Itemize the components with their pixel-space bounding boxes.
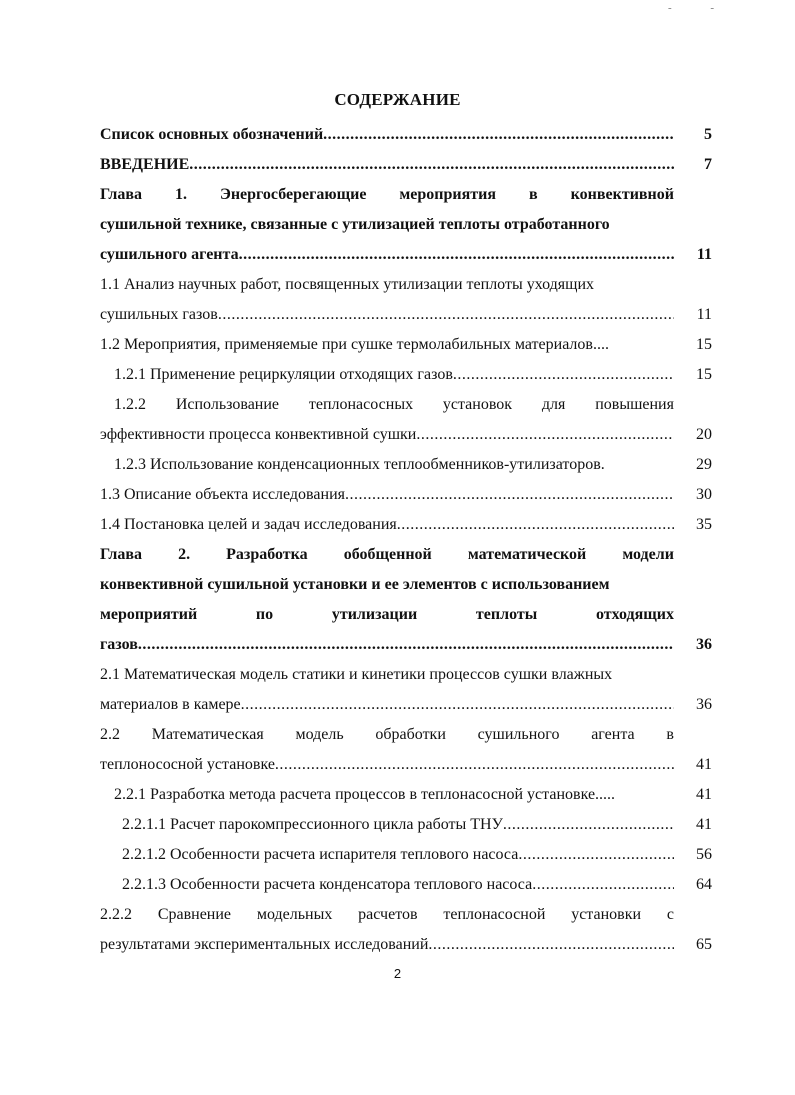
toc-page-number: 11: [696, 246, 712, 263]
toc-entry-2-2-1[interactable]: [100, 780, 712, 810]
leader-dots: [323, 120, 674, 150]
toc-entry-chapter-1[interactable]: [100, 180, 712, 270]
leader-dots: [416, 420, 674, 450]
toc-entry-list-of-notations[interactable]: [100, 120, 712, 150]
toc-entry-text: газов: [100, 636, 138, 653]
leader-dots: [189, 150, 674, 180]
toc-page-number: 7: [704, 156, 712, 173]
toc-page-number: 41: [696, 816, 712, 833]
toc-entry-text: 1.1 Анализ научных работ, посвященных утилизации теплоты уходящих: [100, 276, 595, 293]
toc-entry-1-2-2[interactable]: [100, 390, 712, 450]
toc-entry-text: сушильного агента: [100, 246, 239, 263]
leader-dots: [453, 360, 674, 390]
toc-entry-line: 2.2.2 Сравнение модельных расчетов теплонасосной установки с: [100, 906, 674, 923]
toc-entry-line: Глава 1. Энергосберегающие мероприятия в конвективной: [100, 186, 674, 203]
leader-dots: [503, 810, 674, 840]
toc-entry-text: сушильных газов: [100, 306, 218, 323]
toc-page-number: 41: [696, 756, 712, 773]
toc-page-number: 36: [696, 636, 712, 653]
toc-entry-introduction[interactable]: [100, 150, 712, 180]
toc-entry-2-2-1-3[interactable]: [100, 870, 712, 900]
toc-entry-text: 1.3 Описание объекта исследования: [100, 486, 345, 503]
toc-page-number: 15: [696, 366, 712, 383]
toc-page-number: 11: [696, 306, 712, 323]
leader-dots: [532, 870, 674, 900]
toc-entry-2-2-1-1[interactable]: [100, 810, 712, 840]
table-of-contents: [100, 120, 712, 960]
leader-dots: [218, 300, 674, 330]
leader-dots: [428, 930, 674, 960]
corner-marks: - -: [668, 2, 733, 14]
leader-dots: [239, 240, 674, 270]
toc-entry-1-4[interactable]: [100, 510, 712, 540]
leader-dots: [241, 690, 674, 720]
toc-entry-text: 1.2 Мероприятия, применяемые при сушке термолабильных материалов....: [100, 336, 609, 353]
toc-entry-2-2-1-2[interactable]: [100, 840, 712, 870]
page-title: СОДЕРЖАНИЕ: [334, 90, 461, 109]
toc-entry-text: Список основных обозначений: [100, 126, 324, 143]
toc-entry-2-2-2[interactable]: [100, 900, 712, 960]
toc-entry-line: мероприятий по утилизации теплоты отходящих: [100, 606, 674, 623]
toc-entry-text: 2.2.1.1 Расчет парокомпрессионного цикла работы ТНУ: [122, 816, 503, 833]
toc-entry-1-1[interactable]: [100, 270, 712, 330]
toc-page-number: 15: [696, 336, 712, 353]
toc-entry-1-2[interactable]: [100, 330, 712, 360]
toc-entry-text: теплоносоcной установке: [100, 756, 275, 773]
toc-entry-text: материалов в камере: [100, 696, 241, 713]
toc-page-number: 36: [696, 696, 712, 713]
toc-page-number: 41: [696, 786, 712, 803]
toc-entry-text: 1.4 Постановка целей и задач исследования: [100, 516, 397, 533]
toc-entry-line: 2.2 Математическая модель обработки сушильного агента в: [100, 726, 674, 743]
toc-entry-text: 1.2.1 Применение рециркуляции отходящих газов: [114, 366, 453, 383]
toc-entry-line: 1.2.2 Использование теплонасосных установок для повышения: [114, 396, 674, 413]
toc-entry-text: 2.2.1.2 Особенности расчета испарителя теплового насоса: [122, 846, 519, 863]
page-number: 2: [393, 966, 402, 981]
toc-page-number: 35: [696, 516, 712, 533]
toc-entry-text: эффективности процесса конвективной сушки: [100, 426, 417, 443]
toc-entry-1-2-1[interactable]: [100, 360, 712, 390]
toc-entry-text: ВВЕДЕНИЕ: [100, 156, 190, 173]
leader-dots: [518, 840, 674, 870]
leader-dots: [345, 480, 674, 510]
toc-entry-text: 1.2.3 Использование конденсационных теплообменников-утилизаторов.: [114, 456, 605, 473]
toc-entry-2-1[interactable]: [100, 660, 712, 720]
leader-dots: [275, 750, 674, 780]
toc-entry-text: 2.1 Математическая модель статики и кинетики процессов сушки влажных: [100, 666, 613, 683]
toc-page-number: 5: [704, 126, 712, 143]
toc-page-number: 56: [696, 846, 712, 863]
toc-page-number: 29: [696, 456, 712, 473]
toc-entry-text: конвективной сушильной установки и ее элементов с использованием: [100, 576, 610, 593]
toc-entry-text: результатами экспериментальных исследований: [100, 936, 429, 953]
toc-entry-1-3[interactable]: [100, 480, 712, 510]
toc-page-number: 65: [696, 936, 712, 953]
toc-entry-text: сушильной технике, связанные с утилизацией теплоты отработанного: [100, 216, 610, 233]
toc-entry-text: 2.2.1 Разработка метода расчета процессов в теплонасосной установке.....: [114, 786, 616, 803]
leader-dots: [397, 510, 674, 540]
toc-entry-2-2[interactable]: [100, 720, 712, 780]
toc-entry-chapter-2[interactable]: [100, 540, 712, 660]
toc-page-number: 20: [696, 426, 712, 443]
leader-dots: [138, 630, 674, 660]
toc-page-number: 64: [696, 876, 712, 893]
toc-entry-1-2-3[interactable]: [100, 450, 712, 480]
toc-entry-text: 2.2.1.3 Особенности расчета конденсатора теплового насоса: [122, 876, 533, 893]
toc-page-number: 30: [696, 486, 712, 503]
toc-entry-line: Глава 2. Разработка обобщенной математической модели: [100, 546, 674, 563]
